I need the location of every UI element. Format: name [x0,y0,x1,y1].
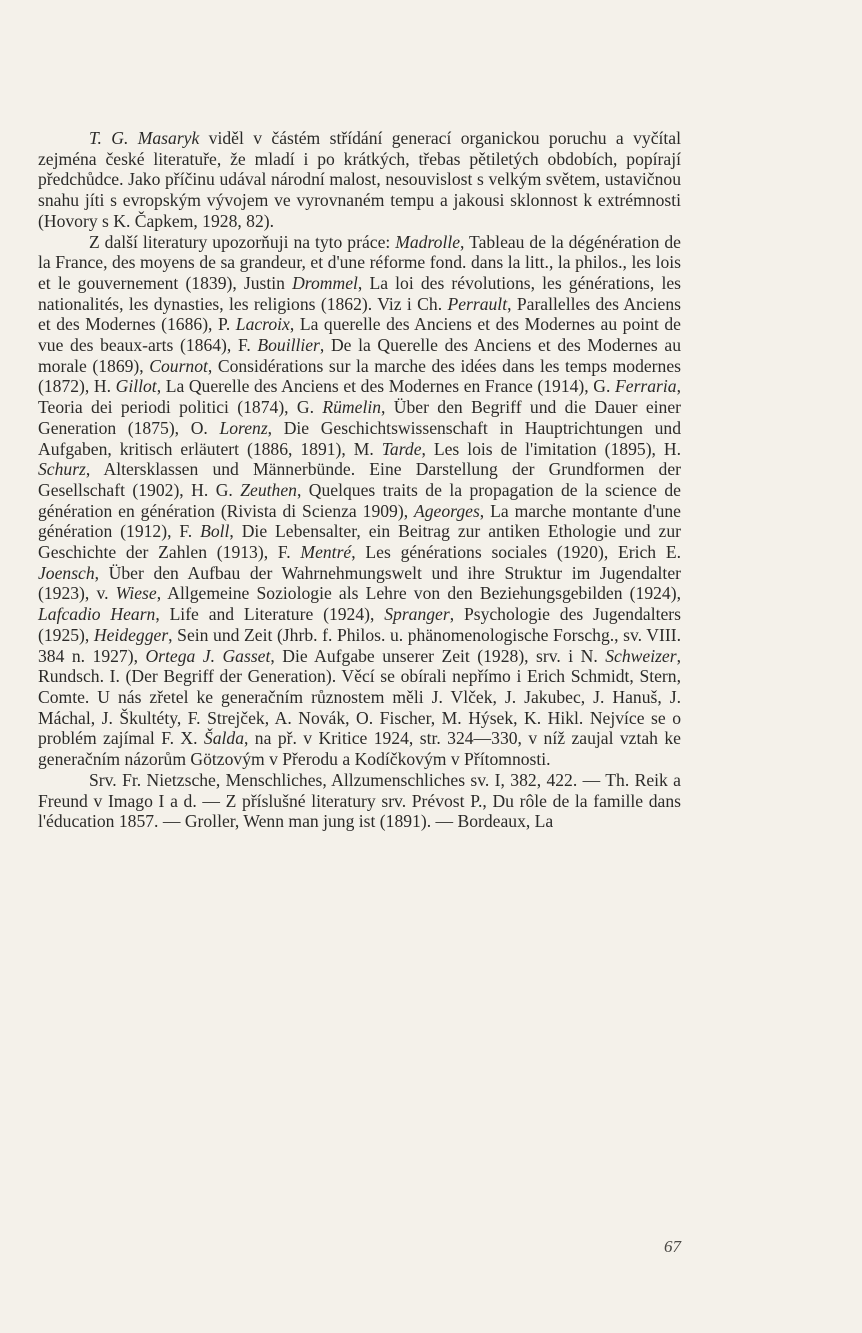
paragraph-literature [38,232,681,770]
page-number: 67 [664,1237,681,1256]
author-name: Wiese [115,583,157,604]
author-name: Ageorges [414,500,480,521]
text-run: , Les lois de l'imitation (1895), H. [421,438,681,459]
text-run: , La marche montante d'une génération (1912), F. [38,500,681,542]
text-run: , La querelle des Anciens et des Modernes au point de vue des beaux-arts (1864), F. [38,314,681,356]
text-run: Z další literatury upozorňuji na tyto práce: [89,231,396,252]
text-run: , Considérations sur la marche des idées dans les temps modernes (1872), H. [38,355,681,397]
text-run: , Psychologie des Jugendalters (1925), [38,604,681,645]
author-name: Bouillier [257,335,320,356]
text-run: , Altersklassen und Männerbünde. Eine Darstellung der Grundformen der Gesellschaft (1902), H. G. [38,459,681,500]
text-run: , La Querelle des Anciens et des Modernes en France (1914), G. [156,376,616,397]
text-run: , Quelques traits de la propagation de la science de génération en génération (Rivista di Scienza 1909), [38,479,681,521]
text-run: , Life and Literature (1924), [155,604,385,625]
author-name: Lacroix [235,314,290,335]
author-name: Mentré [300,542,352,563]
text-run: , Allgemeine Soziologie als Lehre von den Beziehungsgebilden (1924), [156,583,681,604]
text-run: , Über den Aufbau der Wahrnehmungswelt und ihre Struktur im Jugendalter (1923), v. [38,562,681,604]
text-run: Srv. Fr. Nietzsche, Menschliches, Allzumenschliches sv. I, 382, 422. — Th. Reik a Freund v Imago I a d. — Z příslušné literatury srv. Prévost P., Du rôle de la famille dans l'éducation 1857. — Groller, Wenn man jung ist (1891). — Bordeaux, La [38,769,681,832]
author-name: Ortega J. Gasset [145,645,271,666]
text-run: , Die Aufgabe unserer Zeit (1928), srv. i N. [270,645,606,666]
author-name: Drommel [292,272,358,293]
text-run: , Über den Begriff und die Dauer einer Generation (1875), O. [38,397,681,438]
author-name: Boll [200,521,230,542]
author-name: Rümelin [322,397,382,418]
author-name: Cournot [149,355,208,376]
author-name: Ferraria [615,376,677,397]
author-name: T. G. Masaryk [89,128,200,148]
text-run: , Les générations sociales (1920), Erich E. [351,542,682,563]
text-run: , De la Querelle des Anciens et des Modernes au morale (1869), [38,335,681,376]
author-name: Lorenz [219,417,268,438]
author-name: Gillot [115,376,157,397]
text-run: , na př. v Kritice 1924, str. 324—330, v níž zaujal vztah ke generačním názorům Götzovým v Přerodu a Kodíčkovým v Přítomnosti. [38,728,681,770]
author-name: Schurz [38,459,86,480]
paragraph-masaryk [38,128,681,232]
text-run: , La loi des révolutions, les générations, les nationalités, les dynasties, les religions (1862). Viz i Ch. [38,272,681,314]
text-run: , Teoria dei periodi politici (1874), G. [38,376,681,418]
text-run: , Tableau de la dégénération de la France, des moyens de sa grandeur, et d'une réforme fond. dans la litt., la philos., les lois et le gouvernement (1839), Justin [38,231,681,293]
author-name: Spranger [384,604,450,625]
author-name: Madrolle [395,231,461,252]
paragraph-references [38,770,681,832]
author-name: Tarde [381,438,422,459]
author-name: Lafcadio Hearn [38,604,156,625]
text-run: , Die Lebensalter, ein Beitrag zur antiken Ethologie und zur Geschichte der Zahlen (1913), F. [38,521,681,563]
text-run: , Sein und Zeit (Jhrb. f. Philos. u. phänomenologische Forschg., sv. VIII. 384 n. 1927), [38,624,681,666]
author-name: Perrault [447,293,508,314]
page-text-block [38,128,681,832]
text-run: viděl v částém střídání generací organickou poruchu a vyčítal zejména české literatuře, že mladí i po krátkých, třebas pětiletých obdobích, popírají předchůdce. Jako příčinu udával národní malost, nesouvislost s velkým světem, ustavičnou snahu jíti s evropským vývojem ve vyrovnaném tempu a jakousi sklonnost k extrémnosti (Hovory s K. Čapkem, 1928, 82). [38,128,681,231]
author-name: Joensch [38,562,95,583]
author-name: Heidegger [93,624,169,645]
author-name: Zeuthen [240,479,297,500]
text-run: , Rundsch. I. (Der Begriff der Generation). Věcí se obírali nepřímo i Erich Schmidt, Stern, Comte. U nás zřetel ke generačním různostem měli J. Vlček, J. Jakubec, J. Hanuš, J. Máchal, J. Škultéty, F. Strejček, A. Novák, O. Fischer, M. Hýsek, K. Hikl. Nejvíce se o problém zajímal F. X. [38,645,681,749]
text-run: , Parallelles des Anciens et des Modernes (1686), P. [38,293,681,335]
author-name: Schweizer [605,645,677,666]
author-name: Šalda [203,728,244,749]
text-run: , Die Geschichtswissenschaft in Hauptrichtungen und Aufgaben, kritisch erläutert (1886, 1891), M. [38,417,681,459]
